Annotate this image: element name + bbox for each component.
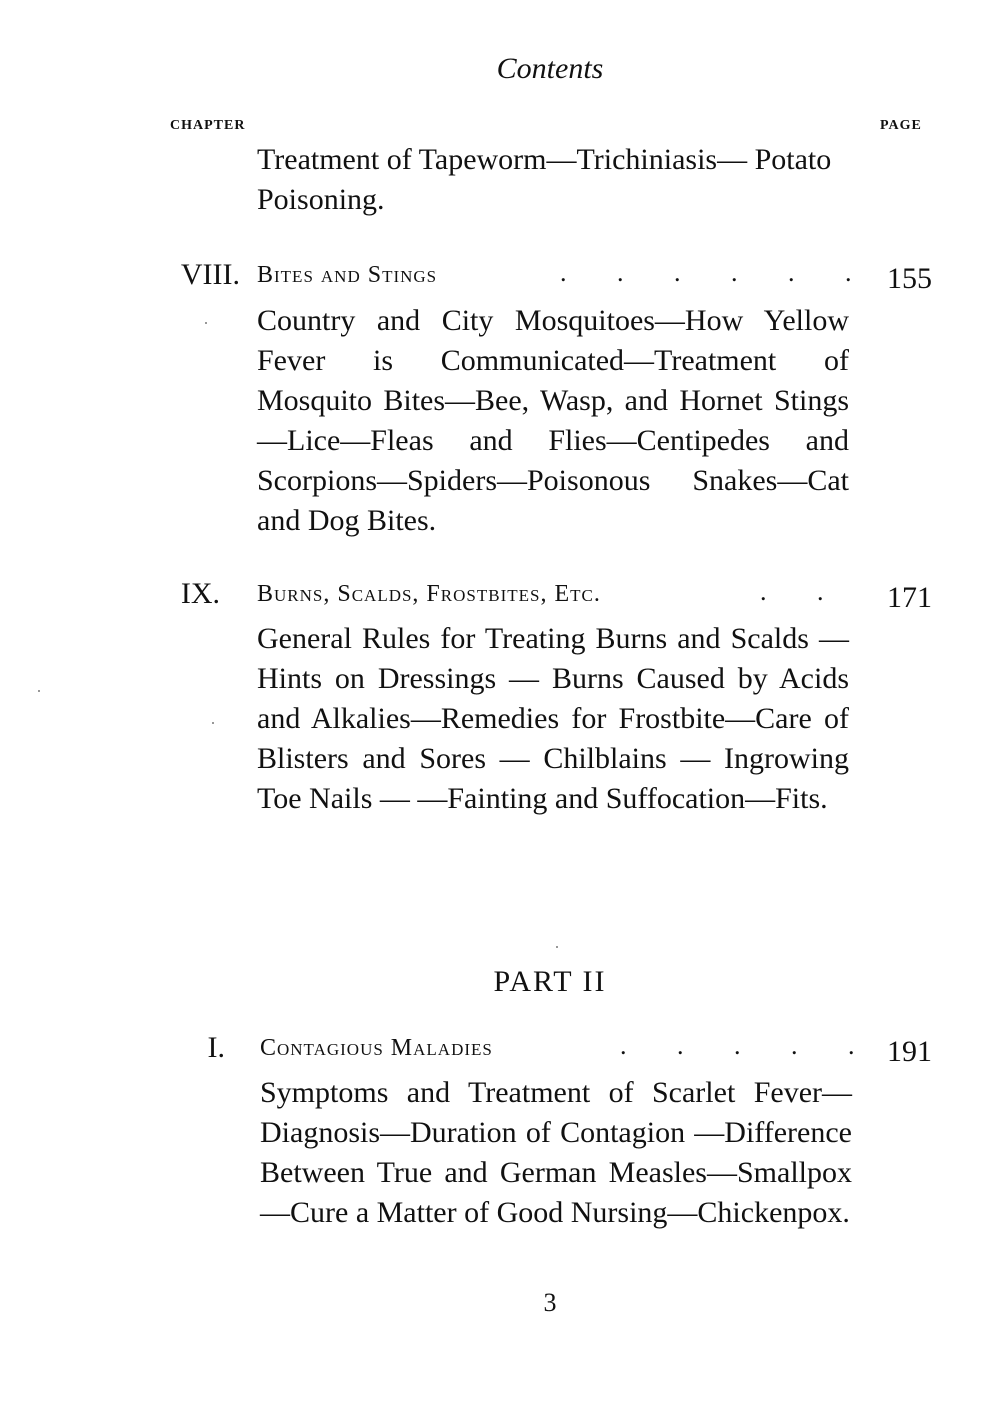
chapter-number: IX. [180, 577, 220, 610]
continued-description: Treatment of Tapeworm—Trichiniasis— Potato Poisoning. [257, 143, 832, 216]
page-number: 171 [887, 581, 932, 614]
chapter-column-label: CHAPTER [170, 118, 246, 133]
chapter-description: Country and City Mosquitoes—How Yellow Fever is Communicated—Treatment of Mosquito Bites—Bee, Wasp, and Hornet Stings—Lice—Fleas and Flies—Centipedes and Scorpions—Spiders—Poisonous Snakes—Cat and Dog Bites. [257, 304, 849, 537]
chapter-number: VIII. [180, 258, 240, 291]
chapter-description: Symptoms and Treatment of Scarlet Fever—Diagnosis—Duration of Contagion —Difference Between True and German Measles—Smallpox—Cure a Matter of Good Nursing—Chickenpox. [260, 1076, 852, 1229]
part-heading: PART II [493, 965, 607, 998]
chapter-title: Burns, Scalds, Frostbites, Etc. [257, 581, 601, 607]
chapter-number: I. [207, 1031, 225, 1064]
scan-speck [205, 322, 207, 324]
page-number: 155 [887, 262, 932, 295]
dot-leaders: . . . . . . [560, 258, 874, 287]
page-folio: 3 [543, 1288, 557, 1317]
scan-speck [556, 946, 558, 948]
chapter-title: Bites and Stings [257, 262, 438, 288]
dot-leaders: . . . . . [620, 1031, 877, 1060]
scan-speck [212, 722, 214, 724]
chapter-title: Contagious Maladies [260, 1035, 493, 1061]
scan-speck [38, 690, 40, 692]
page-column-label: PAGE [880, 118, 922, 133]
page-number: 191 [887, 1035, 932, 1068]
chapter-description: General Rules for Treating Burns and Scalds — Hints on Dressings — Burns Caused by Acids and Alkalies—Remedies for Frostbite—Care of Blisters and Sores — Chilblains — Ingrowing Toe Nails — —Fainting and Suffocation—Fits. [257, 622, 849, 815]
dot-leaders: . . [760, 577, 846, 606]
running-head: Contents [496, 52, 604, 85]
